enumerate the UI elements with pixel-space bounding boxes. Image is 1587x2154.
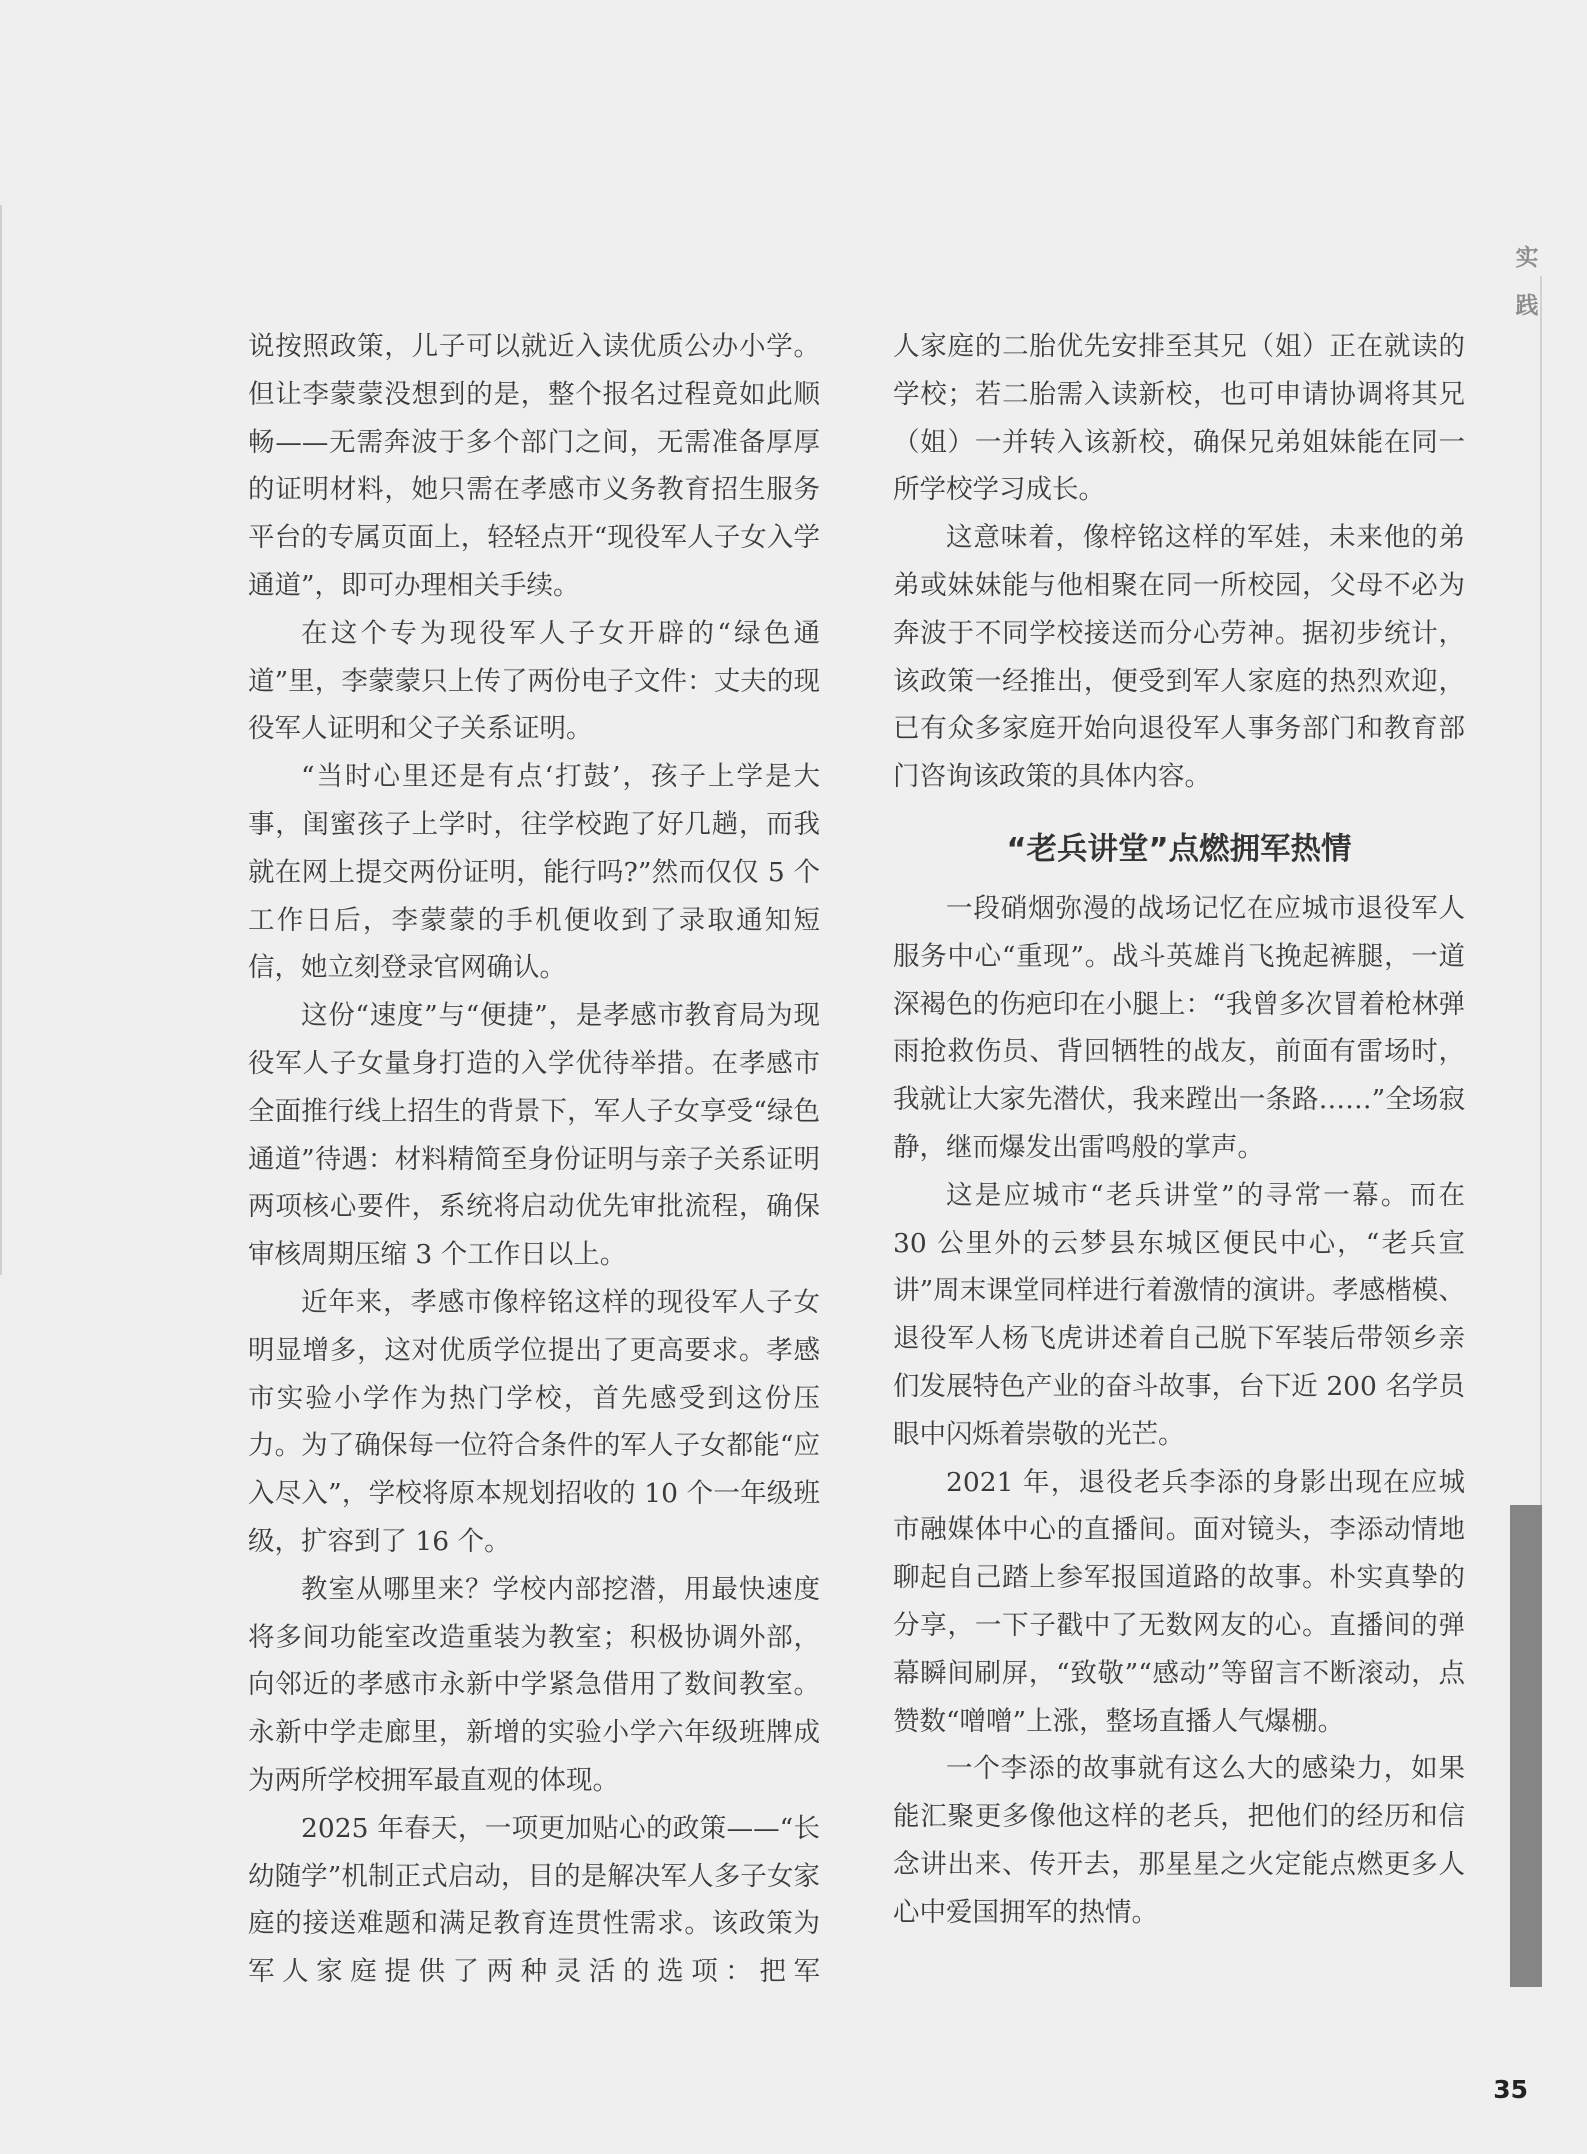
paragraph: 一段硝烟弥漫的战场记忆在应城市退役军人服务中心“重现”。战斗英雄肖飞挽起裤腿，一道深褐色的伤疤印在小腿上：“我曾多次冒着枪林弹雨抢救伤员、背回牺牲的战友，前面有雷场时，我就让大家先潜伏，我来蹚出一条路……”全场寂静，继而爆发出雷鸣般的掌声。 [893, 892, 1465, 1163]
section-tag [1511, 234, 1543, 330]
right-column [893, 323, 1465, 1937]
left-column [248, 323, 820, 1996]
paragraph: 2021 年，退役老兵李添的身影出现在应城市融媒体中心的直播间。面对镜头，李添动情地聊起自己踏上参军报国道路的故事。朴实真挚的分享，一下子戳中了无数网友的心。直播间的弹幕瞬间刷屏，“致敬”“感动”等留言不断滚动，点赞数“噌噌”上涨，整场直播人气爆棚。 [893, 1466, 1465, 1737]
paragraph: 人家庭的二胎优先安排至其兄（姐）正在就读的学校；若二胎需入读新校，也可申请协调将其兄（姐）一并转入该新校，确保兄弟姐妹能在同一所学校学习成长。 [893, 331, 1465, 506]
paragraph: 这是应城市“老兵讲堂”的寻常一幕。而在 30 公里外的云梦县东城区便民中心，“老兵宣讲”周末课堂同样进行着激情的演讲。孝感楷模、退役军人杨飞虎讲述着自己脱下军装后带领乡亲们发展特色产业的奋斗故事，台下近 200 名学员眼中闪烁着崇敬的光芒。 [893, 1179, 1465, 1450]
page-number: 35 [1493, 2075, 1528, 2104]
left-margin-rule [0, 205, 2, 1275]
paragraph: 说按照政策，儿子可以就近入读优质公办小学。但让李蒙蒙没想到的是，整个报名过程竟如此顺畅——无需奔波于多个部门之间，无需准备厚厚的证明材料，她只需在孝感市义务教育招生服务平台的专属页面上，轻轻点开“现役军人子女入学通道”，即可办理相关手续。 [248, 331, 820, 601]
paragraph: “当时心里还是有点‘打鼓’，孩子上学是大事，闺蜜孩子上学时，往学校跑了好几趟，而我就在网上提交两份证明，能行吗?”然而仅仅 5 个工作日后，李蒙蒙的手机便收到了录取通知短信，她立刻登录官网确认。 [248, 761, 820, 984]
paragraph: 近年来，孝感市像梓铭这样的现役军人子女明显增多，这对优质学位提出了更高要求。孝感市实验小学作为热门学校，首先感受到这份压力。为了确保每一位符合条件的军人子女都能“应入尽入”，学校将原本规划招收的 10 个一年级班级，扩容到了 16 个。 [248, 1286, 820, 1557]
side-gray-bar [1510, 1505, 1542, 1987]
side-thin-rule [1540, 276, 1542, 1506]
paragraph: 2025 年春天，一项更加贴心的政策——“长幼随学”机制正式启动，目的是解决军人多子女家庭的接送难题和满足教育连贯性需求。该政策为军人家庭提供了两种灵活的选项：把军 [248, 1812, 820, 1988]
paragraph: 这意味着，像梓铭这样的军娃，未来他的弟弟或妹妹能与他相聚在同一所校园，父母不必为奔波于不同学校接送而分心劳神。据初步统计，该政策一经推出，便受到军人家庭的热烈欢迎，已有众多家庭开始向退役军人事务部门和教育部门咨询该政策的具体内容。 [893, 522, 1465, 793]
paragraph: 一个李添的故事就有这么大的感染力，如果能汇聚更多像他这样的老兵，把他们的经历和信念讲出来、传开去，那星星之火定能点燃更多人心中爱国拥军的热情。 [893, 1753, 1465, 1928]
section-tag-char: 践 [1515, 293, 1539, 319]
paragraph: 教室从哪里来？学校内部挖潜，用最快速度将多间功能室改造重装为教室；积极协调外部，向邻近的孝感市永新中学紧急借用了数间教室。永新中学走廊里，新增的实验小学六年级班牌成为两所学校拥军最直观的体现。 [248, 1573, 820, 1796]
section-heading: “老兵讲堂”点燃拥军热情 [1006, 831, 1352, 867]
paragraph: 这份“速度”与“便捷”，是孝感市教育局为现役军人子女量身打造的入学优待举措。在孝感市全面推行线上招生的背景下，军人子女享受“绿色通道”待遇：材料精简至身份证明与亲子关系证明两项核心要件，系统将启动优先审批流程，确保审核周期压缩 3 个工作日以上。 [248, 1000, 820, 1271]
paragraph: 在这个专为现役军人子女开辟的“绿色通道”里，李蒙蒙只上传了两份电子文件：丈夫的现役军人证明和父子关系证明。 [248, 617, 820, 745]
section-tag-char: 实 [1515, 245, 1539, 271]
